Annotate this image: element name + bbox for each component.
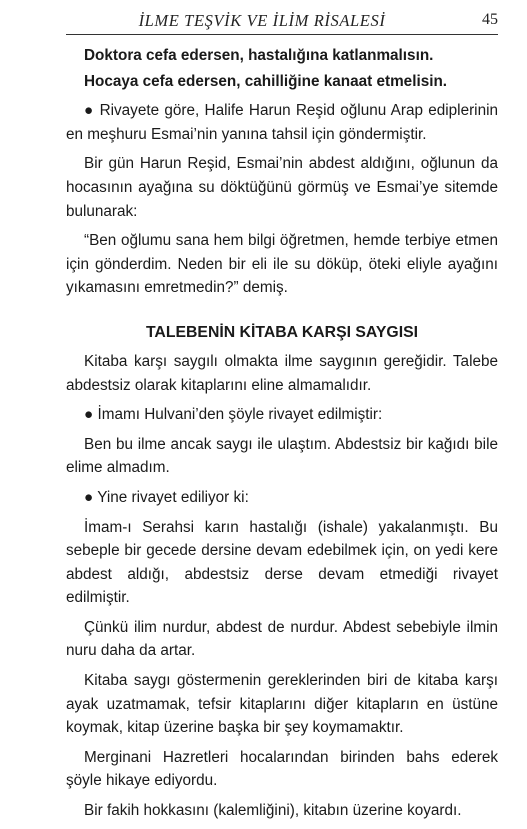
paragraph: ● İmamı Hulvani’den şöyle rivayet edilmiştir:: [84, 406, 383, 424]
paragraph: “Ben oğlumu sana hem bilgi öğretmen, hemde terbiye etmen için gönderdim. Neden bir eli ile su döküp, öteki eliyle ayağını yıkamasını emretmedin?” demiş.: [66, 232, 498, 297]
paragraph: ● Rivayete göre, Halife Harun Reşid oğlunu Arap ediplerinin en meşhuru Esmai’nin yanına tahsil için göndermiştir.: [66, 102, 498, 143]
paragraph: Bir gün Harun Reşid, Esmai’nin abdest aldığını, oğlunun da hocasının ayağına su döktüğünü görmüş ve Esmai’ye sitemde bulunarak:: [66, 155, 498, 220]
paragraph: Bir fakih hokkasını (kalemliğini), kitabın üzerine koyardı.: [84, 802, 462, 820]
section-heading: TALEBENİN KİTABA KARŞI SAYGISI: [145, 323, 419, 341]
bold-saying-2: Hocaya cefa edersen, cahilliğine kanaat etmelisin.: [84, 72, 448, 90]
paragraph: Kitaba saygı göstermenin gereklerinden biri de kitaba karşı ayak uzatmamak, tefsir kitaplarını diğer kitapların en üstüne koymak, kitap üzerine başka bir şey koymamaktır.: [66, 672, 498, 737]
running-header: [66, 8, 498, 35]
paragraph: ● Yine rivayet ediliyor ki:: [84, 488, 249, 506]
page-number: 45: [482, 11, 498, 28]
bold-saying-1: Doktora cefa edersen, hastalığına katlanmalısın.: [84, 47, 434, 64]
paragraph: Merginani Hazretleri hocalarından birinden bahs ederek şöyle hikaye ediyordu.: [66, 748, 498, 790]
page-body: [66, 44, 498, 829]
paragraph: Çünkü ilim nurdur, abdest de nurdur. Abdest sebebiyle ilmin nuru daha da artar.: [66, 618, 498, 660]
paragraph: Kitaba karşı saygılı olmakta ilme saygının gereğidir. Talebe abdestsiz olarak kitaplarını eline almamalıdır.: [66, 352, 498, 394]
header-title: İLME TEŞVİK VE İLİM RİSALESİ: [138, 11, 386, 30]
paragraph: Ben bu ilme ancak saygı ile ulaştım. Abdestsiz bir kağıdı bile elime almadım.: [66, 435, 498, 477]
paragraph: İmam-ı Serahsi karın hastalığı (ishale) yakalanmıştı. Bu sebeple bir gecede dersine devam edebilmek için, on yedi kere abdest aldığı, abdestsiz derse devam etmediği rivayet edilmiştir.: [66, 518, 498, 607]
